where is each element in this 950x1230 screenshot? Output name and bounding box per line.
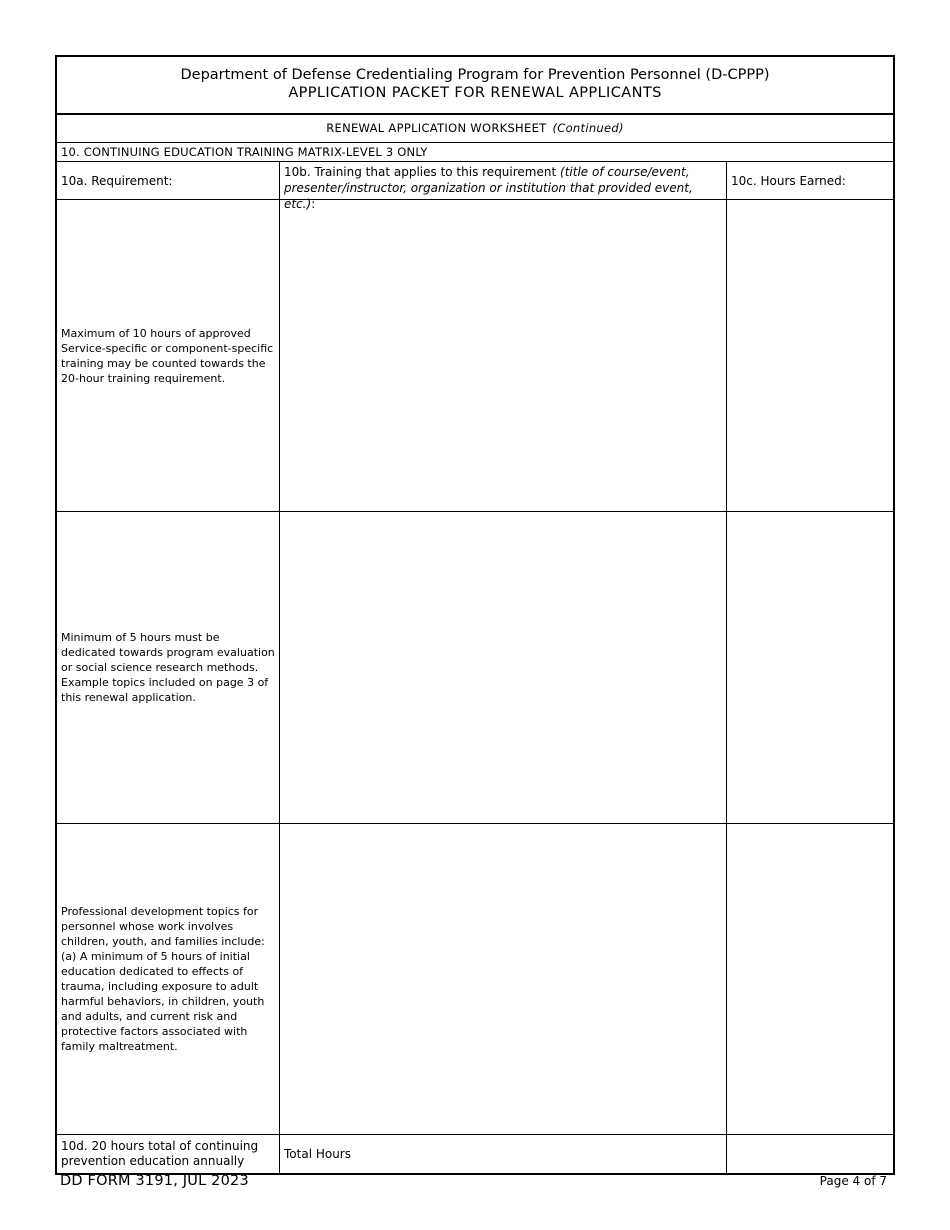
training-hint: (title of course/event, presenter/instructor, organization or institution that provided event, etc.) [284, 165, 693, 211]
training-field-3[interactable] [280, 824, 727, 1134]
hours-field-3[interactable] [727, 824, 893, 1134]
section-title: 10. CONTINUING EDUCATION TRAINING MATRIX-LEVEL 3 ONLY [57, 143, 893, 162]
requirement-text-3 [57, 824, 280, 1134]
requirement-text-2: Minimum of 5 hours must be dedicated towards program evaluation or social science research methods. Example topics included on page 3 of this renewal application. [57, 512, 280, 823]
renewal-worksheet-form [55, 55, 895, 1175]
requirement-row-3 [57, 824, 893, 1135]
hours-input-1[interactable] [727, 200, 893, 511]
worksheet-label: RENEWAL APPLICATION WORKSHEET [326, 121, 547, 135]
column-header-requirement: 10a. Requirement: [57, 162, 280, 199]
total-hours-label: Total Hours [280, 1135, 727, 1173]
program-title: Department of Defense Credentialing Program for Prevention Personnel (D-CPPP) [180, 67, 770, 83]
hours-input-2[interactable] [727, 512, 893, 823]
training-label: 10b. Training that applies to this requirement [284, 165, 557, 179]
requirement-row-1 [57, 200, 893, 512]
packet-title: APPLICATION PACKET FOR RENEWAL APPLICANTS [288, 85, 662, 101]
total-row [57, 1135, 893, 1173]
hours-field-1[interactable] [727, 200, 893, 511]
hours-field-2[interactable] [727, 512, 893, 823]
total-hours-field[interactable] [727, 1135, 893, 1173]
training-input-2[interactable] [280, 512, 726, 823]
hours-input-3[interactable] [727, 824, 893, 1134]
training-input-1[interactable] [280, 200, 726, 511]
page-number: Page 4 of 7 [819, 1174, 887, 1188]
form-title-block [57, 57, 893, 115]
total-hours-input[interactable] [727, 1135, 893, 1173]
training-field-2[interactable] [280, 512, 727, 823]
requirement-text-1: Maximum of 10 hours of approved Service-specific or component-specific training may be counted towards the 20-hour training requirement. [57, 200, 280, 511]
worksheet-heading [57, 115, 893, 143]
worksheet-continued: (Continued) [552, 121, 624, 135]
form-identifier: DD FORM 3191, JUL 2023 [60, 1173, 249, 1189]
requirement-row-2 [57, 512, 893, 824]
column-header-training: 10b. Training that applies to this requirement (title of course/event, presenter/instructor, organization or institution that provided event, etc.): [280, 162, 727, 199]
training-input-3[interactable] [280, 824, 726, 1134]
requirement-3-item-a: (a) A minimum of 5 hours of initial education dedicated to effects of trauma, including exposure to adult harmful behaviors, in children, youth and adults, and current risk and protective factors associated with family maltreatment. [61, 950, 265, 1053]
column-header-row [57, 162, 893, 211]
column-header-hours: 10c. Hours Earned: [731, 173, 846, 188]
total-requirement-label: 10d. 20 hours total of continuing prevention education annually [57, 1135, 280, 1173]
training-field-1[interactable] [280, 200, 727, 511]
requirement-3-intro: Professional development topics for personnel whose work involves children, youth, and families include: [61, 905, 265, 948]
